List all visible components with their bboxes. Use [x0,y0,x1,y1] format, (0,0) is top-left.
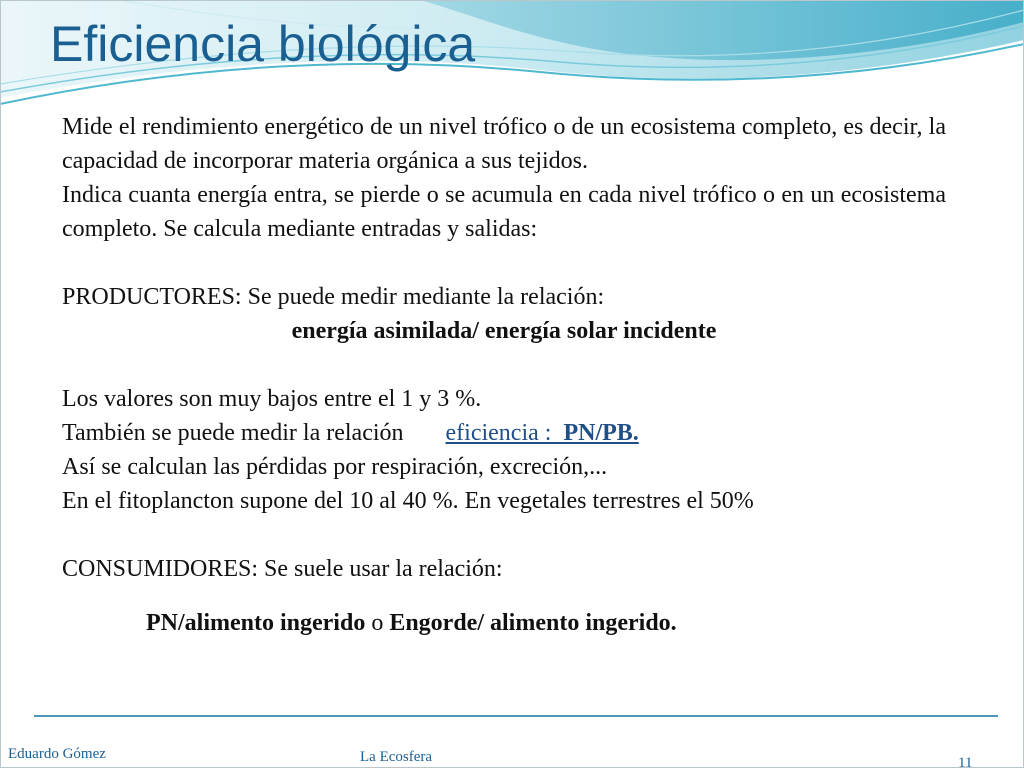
producers-line: PRODUCTORES: Se puede medir mediante la relación: [62,284,605,310]
footer-divider [34,715,998,717]
phyto-line: En el fitoplancton supone del 10 al 40 %. En vegetales terrestres el 50% [62,488,754,514]
efficiency-line-prefix: También se puede medir la relación [62,420,404,446]
spacer [62,518,946,552]
values-line: Los valores son muy bajos entre el 1 y 3 %. [62,386,482,412]
losses-line: Así se calculan las pérdidas por respiración, excreción,... [62,454,608,480]
spacer [62,348,946,382]
consumers-formula [62,606,946,640]
footer-topic: La Ecosfera [360,749,433,765]
efficiency-link[interactable] [446,420,639,446]
slide-title: Eficiencia biológica [50,16,476,72]
consumers-formula-1: PN/alimento ingerido [146,610,366,636]
slide-body [62,110,946,640]
spacer [62,246,946,280]
footer-author: Eduardo Gómez [8,746,106,762]
consumers-connector: o [371,610,384,636]
consumers-line: CONSUMIDORES: Se suele usar la relación: [62,556,503,582]
energy-paragraph: Indica cuanta energía entra, se pierde o se acumula en cada nivel trófico o en un ecosistema completo. Se calcula mediante entradas y salidas: [62,182,946,242]
footer-page-number: 11 [958,755,973,768]
efficiency-formula: PN/PB. [563,420,639,446]
efficiency-link-label: eficiencia : [445,420,552,446]
consumers-formula-2: Engorde/ alimento ingerido. [389,610,677,636]
intro-paragraph: Mide el rendimiento energético de un nivel trófico o de un ecosistema completo, es decir, la capacidad de incorporar materia orgánica a sus tejidos. [62,114,946,174]
producers-formula: energía asimilada/ energía solar incidente [291,318,717,344]
efficiency-line [62,416,946,450]
